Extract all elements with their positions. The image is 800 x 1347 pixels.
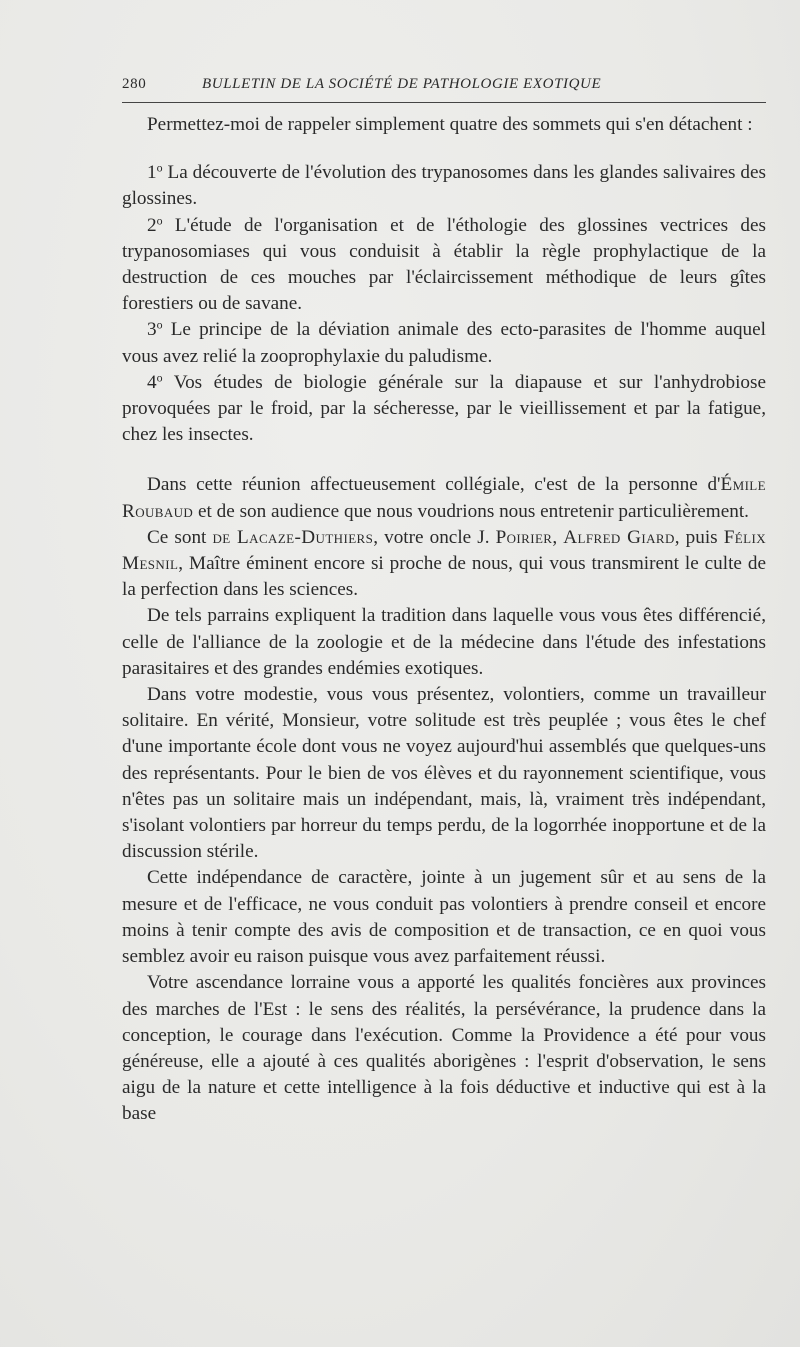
point-number: 1 bbox=[147, 162, 157, 184]
paragraph-point-3 bbox=[122, 317, 766, 369]
paragraph-tradition bbox=[122, 603, 766, 682]
ordinal-marker: o bbox=[156, 213, 163, 228]
point-text: Vos études de biologie générale sur la diapause et sur l'anhydrobiose provoquées par le froid, par la sécheresse, par le vieillissement et par la fatigue, chez les insectes. bbox=[122, 371, 766, 446]
paragraph-point-4 bbox=[122, 370, 766, 449]
body-text bbox=[122, 112, 766, 1128]
point-text: L'étude de l'organisation et de l'éthologie des glossines vectrices des trypanosomiases qui vous conduisit à établir la règle prophylactique de la destruction de ces mouches par l'éclaircissement méthodique de leurs gîtes forestiers ou de savane. bbox=[122, 214, 766, 315]
ordinal-marker: o bbox=[156, 317, 163, 332]
text-run: et de son audience que nous voudrions nous entretenir particulièrement. bbox=[193, 500, 749, 522]
ordinal-marker: o bbox=[156, 160, 163, 175]
point-text: Le principe de la déviation animale des ecto-parasites de l'homme auquel vous avez relié la zooprophylaxie du paludisme. bbox=[122, 319, 766, 367]
paragraph-intro-text: Permettez-moi de rappeler simplement quatre des sommets qui s'en détachent : bbox=[147, 114, 753, 135]
text-run: Dans cette réunion affectueusement collégiale, c'est de la personne d' bbox=[147, 474, 721, 496]
paragraph-text: Votre ascendance lorraine vous a apporté les qualités foncières aux provinces des marches de l'Est : le sens des réalités, la persévérance, la prudence dans la conception, le courage dans l'exécution. Comme la Providence a été pour vous généreuse, elle a ajouté à ces qualités aborigènes : l'esprit d'observation, le sens aigu de la nature et cette intelligence à la fois déductive et inductive qui est à la base bbox=[122, 972, 766, 1125]
page-header bbox=[122, 74, 766, 100]
text-run: , puis bbox=[674, 526, 724, 548]
paragraph-point-1 bbox=[122, 160, 766, 212]
ordinal-marker: o bbox=[156, 370, 163, 385]
paragraph-ancestry bbox=[122, 970, 766, 1127]
person-name: Alfred Giard bbox=[563, 526, 675, 548]
paragraph-modesty bbox=[122, 682, 766, 865]
person-name: de Lacaze-Duthiers bbox=[212, 526, 374, 548]
person-name: Félix Mesnil bbox=[122, 526, 766, 575]
paragraph-mentors bbox=[122, 525, 766, 604]
paragraph-intro bbox=[122, 112, 766, 138]
paragraph-independence bbox=[122, 865, 766, 970]
person-name: Émile Roubaud bbox=[122, 474, 766, 522]
person-name: Poirier bbox=[495, 526, 553, 548]
text-run: , Maître éminent encore si proche de nous, qui vous transmirent le culte de la perfection dans les sciences. bbox=[122, 553, 766, 601]
paragraph-text: Cette indépendance de caractère, jointe à un jugement sûr et au sens de la mesure et de l'efficace, ne vous conduit pas volontiers à prendre conseil et encore moins à tenir compte des avis de composition et de transaction, ce en quoi vous semblez avoir eu raison puisque vous avez parfaitement réussi. bbox=[122, 867, 766, 968]
text-run: , votre oncle J. bbox=[373, 526, 496, 548]
point-number: 4 bbox=[147, 371, 157, 393]
header-rule bbox=[122, 102, 766, 103]
text-run: Ce sont bbox=[147, 526, 213, 548]
point-text: La découverte de l'évolution des trypanosomes dans les glandes salivaires des glossines. bbox=[122, 162, 766, 210]
running-title: BULLETIN DE LA SOCIÉTÉ DE PATHOLOGIE EXOTIQUE bbox=[202, 76, 602, 92]
page-number: 280 bbox=[122, 76, 147, 92]
paragraph-point-2 bbox=[122, 213, 766, 318]
text-run: , bbox=[552, 526, 564, 548]
point-number: 3 bbox=[147, 319, 157, 341]
paragraph-text: De tels parrains expliquent la tradition dans laquelle vous vous êtes différencié, celle de l'alliance de la zoologie et de la médecine dans l'étude des infestations parasitaires et des grandes endémies exotiques. bbox=[122, 605, 766, 679]
point-number: 2 bbox=[147, 214, 157, 236]
paragraph-text: Dans votre modestie, vous vous présentez, volontiers, comme un travailleur solitaire. En vérité, Monsieur, votre solitude est très peuplée ; vous êtes le chef d'une importante école dont vous ne voyez aujourd'hui assemblés que quelques-uns des représentants. Pour le bien de vos élèves et du rayonnement scientifique, vous n'êtes pas un solitaire mais un indépendant, mais, là, vraiment très indépendant, s'isolant volontiers par horreur du temps perdu, de la logorrhée inopportune et de la discussion stérile. bbox=[122, 684, 766, 863]
paragraph-audience bbox=[122, 472, 766, 524]
